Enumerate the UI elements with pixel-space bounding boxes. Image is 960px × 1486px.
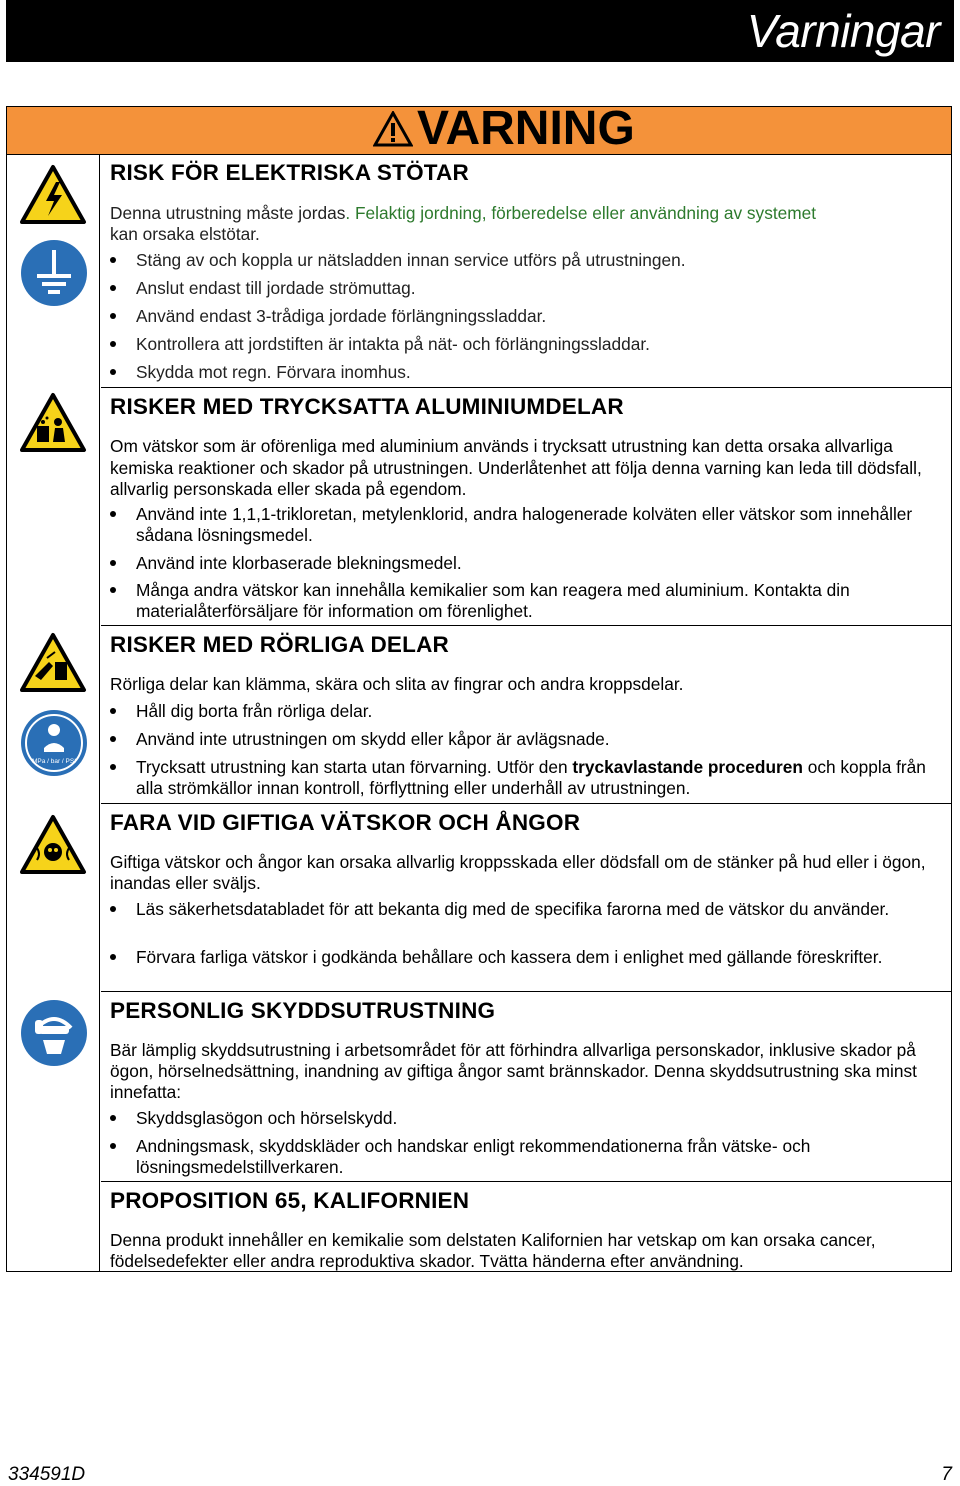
procedure-reference: tryckavlastande proceduren <box>572 757 803 777</box>
section-intro: Om vätskor som är oförenliga med aluminium används i trycksatt utrustning kan detta orsaka allvarliga kemiska reaktioner och skador på utrustningen. Underlåtenhet att följa denna varning kan leda till dödsfall, allvarlig personskada eller skada på egendom. <box>110 436 922 499</box>
icon-column <box>7 154 100 1271</box>
bullet-text: Skydda mot regn. Förvara inomhus. <box>136 362 411 382</box>
section-intro: Rörliga delar kan klämma, skära och slita av fingrar och andra kroppsdelar. <box>110 674 684 694</box>
bullet-dot <box>110 560 116 566</box>
document-number: 334591D <box>8 1464 86 1485</box>
bullet-dot <box>110 587 116 593</box>
bullet-dot <box>110 736 116 742</box>
section-moving-parts <box>101 625 951 803</box>
bullet-text: Stäng av och koppla ur nätsladden innan service utförs på utrustningen. <box>136 250 686 270</box>
bullet-text: Läs säkerhetsdatabladet för att bekanta dig med de specifika farorna med de vätskor du använder. <box>136 899 890 919</box>
intro-part-highlight: . Felaktig jordning, förberedelse eller användning av systemet <box>345 203 817 223</box>
bullet-dot <box>110 369 116 375</box>
section-title: PERSONLIG SKYDDSUTRUSTNING <box>110 998 496 1023</box>
electric-shock-icon <box>19 164 87 226</box>
bullet-dot <box>110 313 116 319</box>
ground-icon <box>19 238 89 308</box>
bullet-dot <box>110 708 116 714</box>
section-intro <box>110 203 946 245</box>
bullet-dot <box>110 906 116 912</box>
page-title: Varningar <box>746 5 940 57</box>
bullet-text: Använd inte 1,1,1-trikloretan, metylenklorid, andra halogenerade kolväten eller vätskor som innehåller sådana lösningsmedel. <box>136 504 913 545</box>
warning-banner <box>7 102 951 155</box>
header-bar <box>6 0 954 62</box>
bullet-text: Anslut endast till jordade strömuttag. <box>136 278 416 298</box>
section-aluminium <box>101 387 951 625</box>
section-title: RISKER MED TRYCKSATTA ALUMINIUMDELAR <box>110 394 624 419</box>
bullet-dot <box>110 954 116 960</box>
bullet-dot <box>110 285 116 291</box>
bullet-text: Andningsmask, skyddskläder och handskar enligt rekommendationerna från vätske- och lösningsmedelstillverkaren. <box>136 1136 811 1177</box>
intro-part: kan orsaka elstötar. <box>110 224 260 244</box>
section-intro: Bär lämplig skyddsutrustning i arbetsområdet för att förhindra allvarliga personskador, inklusive skador på ögon, hörselnedsättning, inandning av giftiga ångor samt brännskador. Denna skyddsutrustning ska minst innefatta: <box>110 1040 917 1102</box>
bullet-dot <box>110 1143 116 1149</box>
aluminium-pressure-icon <box>19 392 87 454</box>
bullet-text: Trycksatt utrustning kan starta utan förvarning. Utför den <box>136 757 573 777</box>
section-toxic-fluids <box>101 803 951 991</box>
bullet-text: Kontrollera att jordstiften är intakta på nät- och förlängningssladdar. <box>136 334 650 354</box>
page-number: 7 <box>941 1464 952 1485</box>
bullet-text: Förvara farliga vätskor i godkända behållare och kassera dem i enlighet med gällande föreskrifter. <box>136 947 883 967</box>
section-proposition-65 <box>101 1181 951 1273</box>
bullet-text: Skyddsglasögon och hörselskydd. <box>136 1108 398 1128</box>
warning-table <box>6 102 952 1272</box>
section-title: FARA VID GIFTIGA VÄTSKOR OCH ÅNGOR <box>110 810 581 835</box>
pressure-units-label: MPa / bar / PSI <box>31 758 77 765</box>
bullet-text: Många andra vätskor kan innehålla kemikalier som kan reagera med aluminium. Kontakta din materialåterförsäljare för information om förenlighet. <box>136 580 850 621</box>
bullet-text <box>136 757 946 799</box>
warning-triangle-icon <box>373 111 413 147</box>
section-intro: Giftiga vätskor och ångor kan orsaka allvarlig kroppsskada eller dödsfall om de stänker på hud eller i ögon, inandas eller sväljs. <box>110 852 926 893</box>
bullet-dot <box>110 511 116 517</box>
section-title: RISKER MED RÖRLIGA DELAR <box>110 632 449 657</box>
warning-banner-title: VARNING <box>417 102 635 155</box>
moving-parts-icon <box>19 632 87 694</box>
bullet-text: Använd endast 3-trådiga jordade förlängningssladdar. <box>136 306 547 326</box>
bullet-dot <box>110 1115 116 1121</box>
pressure-relief-icon <box>19 708 89 778</box>
bullet-dot <box>110 257 116 263</box>
bullet-dot <box>110 764 116 770</box>
bullet-text: och koppla från alla strömkällor innan kontroll, förflyttning eller underhåll av utrustningen. <box>136 757 926 798</box>
protective-equipment-icon <box>19 998 89 1068</box>
section-title: PROPOSITION 65, KALIFORNIEN <box>110 1188 470 1213</box>
intro-part: Denna utrustning måste jordas <box>110 203 346 223</box>
section-title: RISK FÖR ELEKTRISKA STÖTAR <box>110 160 469 185</box>
section-electric-shock <box>101 154 951 387</box>
bullet-text: Använd inte klorbaserade blekningsmedel. <box>136 553 462 573</box>
bullet-dot <box>110 341 116 347</box>
section-intro: Denna produkt innehåller en kemikalie som delstaten Kalifornien har vetskap om kan orsaka cancer, födelsedefekter eller andra reproduktiva skador. Tvätta händerna efter användning. <box>110 1230 876 1271</box>
bullet-text: Använd inte utrustningen om skydd eller kåpor är avlägsnade. <box>136 729 610 749</box>
toxic-fumes-icon <box>19 814 87 876</box>
section-protective-equipment <box>101 991 951 1181</box>
bullet-text: Håll dig borta från rörliga delar. <box>136 701 373 721</box>
